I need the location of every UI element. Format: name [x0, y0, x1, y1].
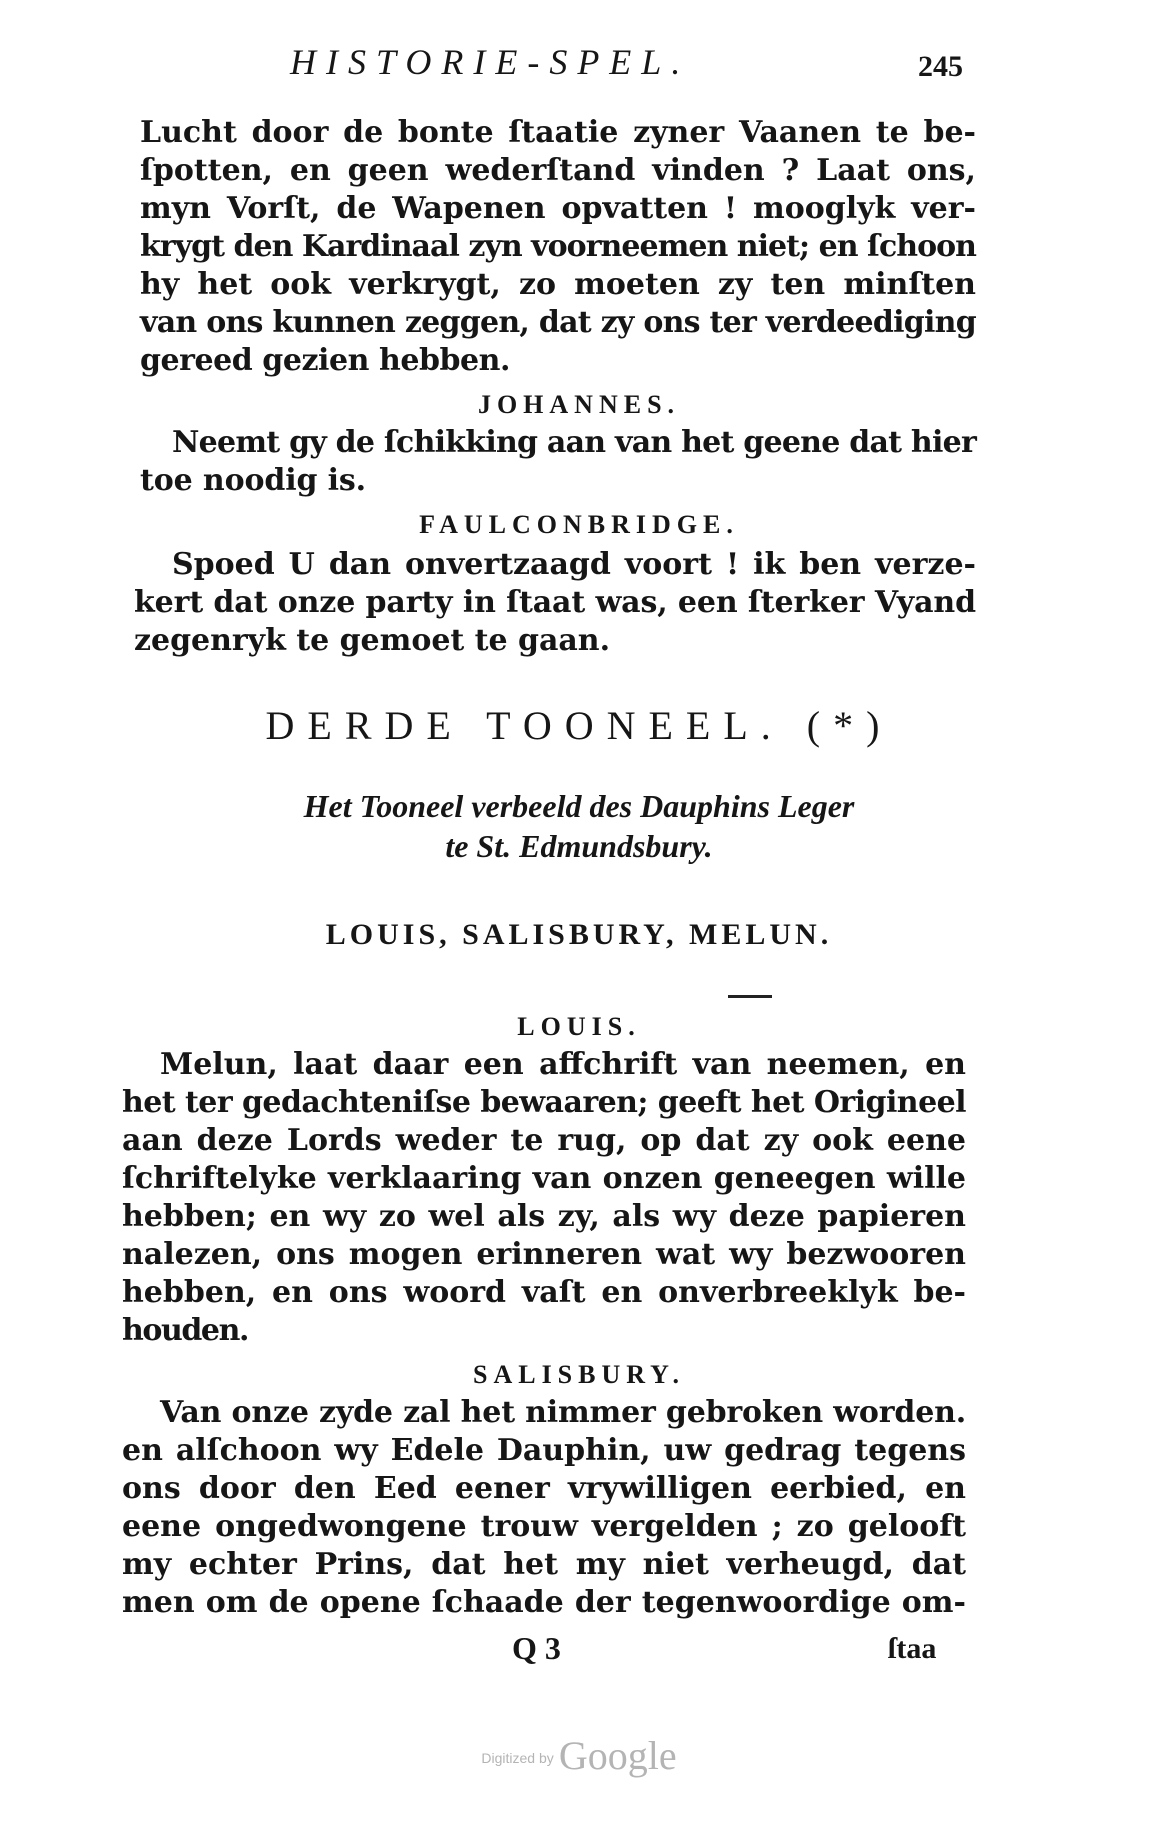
scene-description: te St. Edmundsbury. — [445, 828, 713, 864]
text-line: hy het ook verkrygt, zo moeten zy ten minſten — [140, 267, 976, 302]
text-line: eene ongedwongene trouw vergelden ; zo gelooft — [122, 1509, 966, 1544]
text-line: ſpotten, en geen wederſtand vinden ? Laat ons, — [140, 153, 976, 188]
running-head: HISTORIE-SPEL. — [290, 42, 691, 82]
text-line: Neemt gy de ſchikking aan van het geene dat hier — [172, 425, 976, 460]
scene-title: DERDE TOONEEL. (*) — [265, 703, 893, 748]
text-line: men om de opene ſchaade der tegenwoordige om- — [122, 1585, 966, 1620]
text-line: houden. — [122, 1313, 248, 1348]
speaker-heading: JOHANNES. — [477, 390, 681, 419]
text-line: krygt den Kardinaal zyn voorneemen niet; en ſchoon — [140, 229, 976, 264]
text-line: Melun, laat daar een affchrift van neemen, en — [160, 1047, 966, 1082]
page-number: 245 — [918, 50, 963, 83]
signature-mark: Q 3 — [512, 1630, 561, 1666]
text-line: van ons kunnen zeggen, dat zy ons ter verdeediging — [140, 305, 976, 340]
text-line: nalezen, ons mogen erinneren wat wy bezwooren — [122, 1237, 966, 1272]
digitized-watermark — [0, 1732, 1158, 1779]
text-line: ſchriftelyke verklaaring van onzen geneegen wille — [122, 1161, 966, 1196]
text-line: toe noodig is. — [140, 463, 366, 498]
text-line: Spoed U dan onvertzaagd voort ! ik ben verze- — [172, 547, 976, 582]
text-line: kert dat onze party in ſtaat was, een ſterker Vyand — [134, 585, 976, 620]
text-line: ons door den Eed eener vrywilligen eerbied, en — [122, 1471, 966, 1506]
text-line: Van onze zyde zal het nimmer gebroken worden. — [160, 1395, 966, 1430]
text-line: Lucht door de bonte ſtaatie zyner Vaanen te be- — [140, 115, 976, 150]
speaker-heading: FAULCONBRIDGE. — [419, 510, 739, 539]
text-line: my echter Prins, dat het my niet verheugd, dat — [122, 1547, 966, 1582]
text-line: het ter gedachteniſse bewaaren; geeft het Origineel — [122, 1085, 966, 1120]
text-line: en alſchoon wy Edele Dauphin, uw gedrag tegens — [122, 1433, 966, 1468]
scene-description: Het Tooneel verbeeld des Dauphins Leger — [303, 788, 855, 824]
text-line: gereed gezien hebben. — [140, 343, 510, 378]
catchword: ſtaa — [888, 1632, 937, 1665]
text-line: zegenryk te gemoet te gaan. — [134, 623, 610, 658]
google-logo: Google — [558, 1733, 677, 1778]
text-line: aan deze Lords weder te rug, op dat zy ook eene — [122, 1123, 966, 1158]
divider-rule — [728, 995, 772, 998]
text-line: hebben; en wy zo wel als zy, als wy deze papieren — [122, 1199, 966, 1234]
text-line: myn Vorſt, de Wapenen opvatten ! mooglyk ver- — [140, 191, 976, 226]
speaker-heading: SALISBURY. — [472, 1360, 686, 1389]
speaker-heading: LOUIS. — [517, 1012, 641, 1041]
cast-list: LOUIS, SALISBURY, MELUN. — [325, 918, 833, 951]
watermark-prefix: Digitized by — [481, 1750, 554, 1766]
text-line: hebben, en ons woord vaſt en onverbreeklyk be- — [122, 1275, 966, 1310]
